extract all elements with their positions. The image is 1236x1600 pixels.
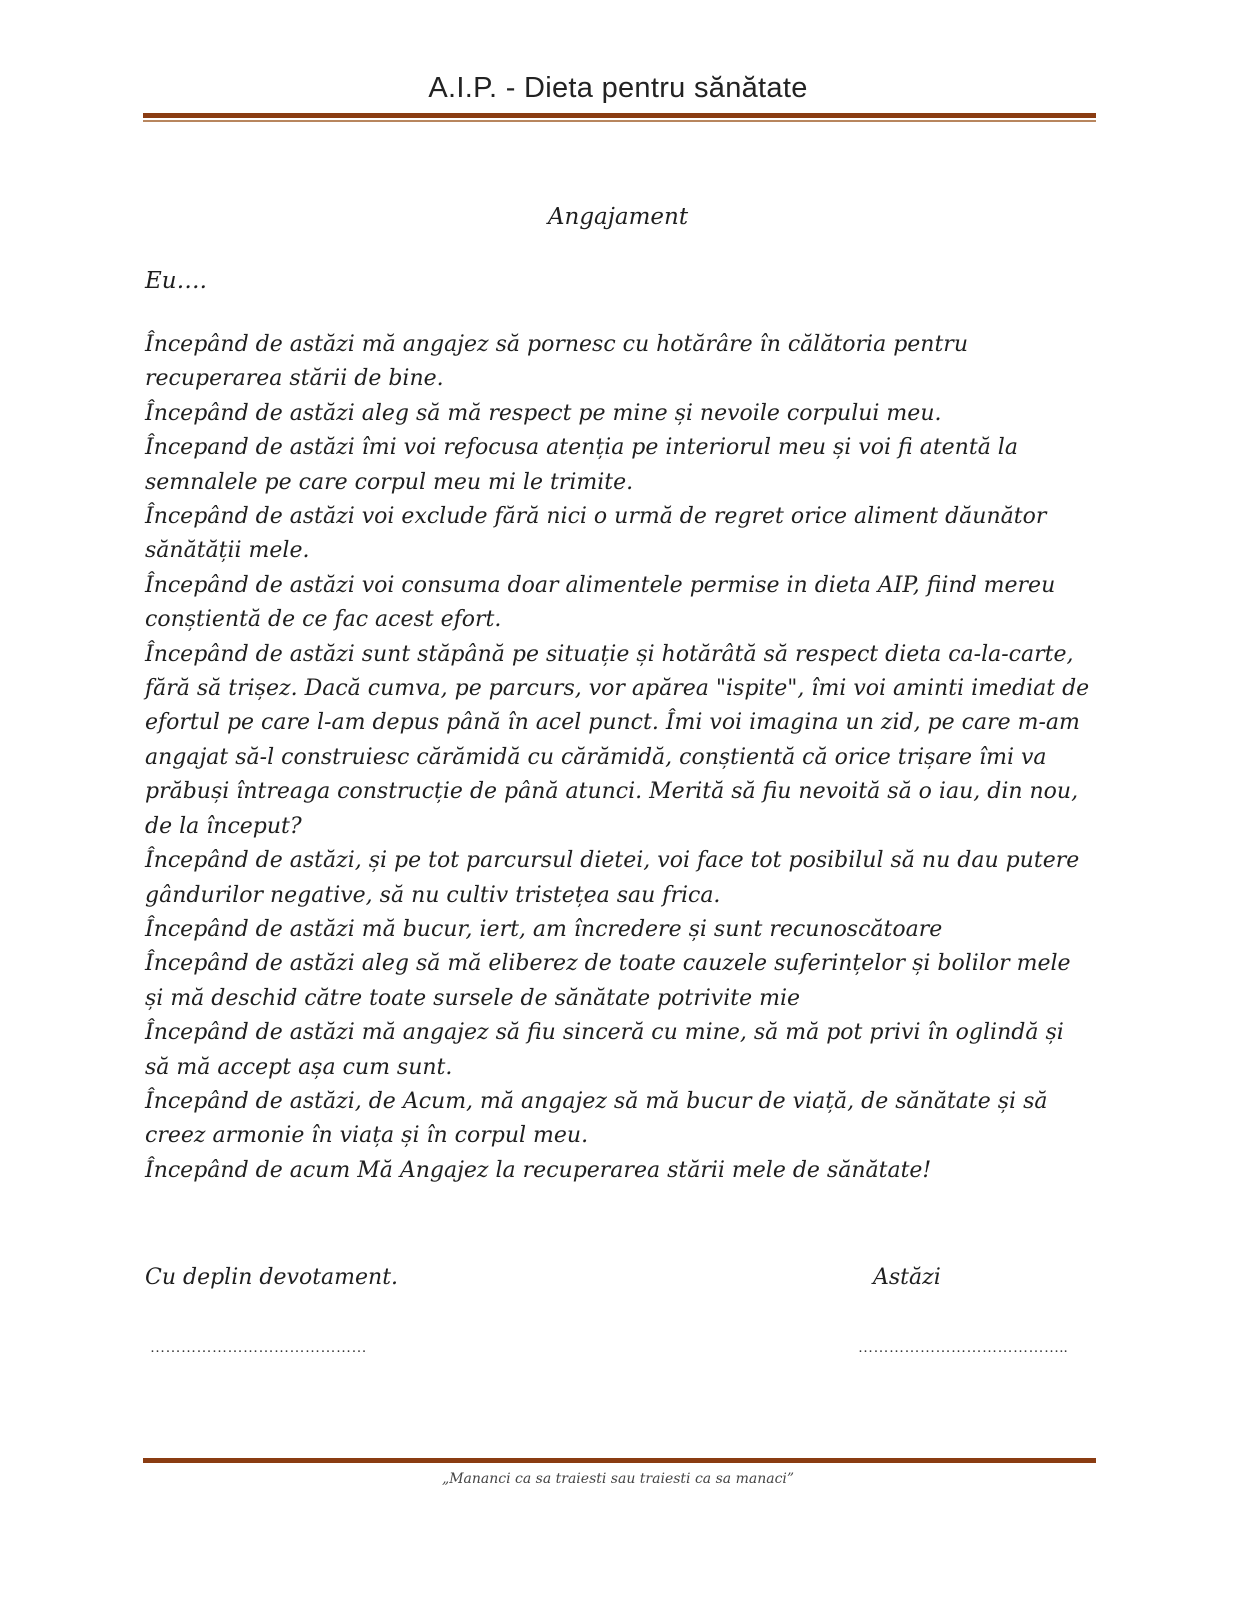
paragraph-9: Începând de astăzi aleg să mă eliberez de toate cauzele suferințelor și bolilor mele și mă deschid către toate sursele de sănătate potrivite mie — [145, 951, 1071, 1011]
page-header-title: A.I.P. - Dieta pentru sănătate — [428, 72, 808, 104]
commitment-body — [145, 328, 1095, 1188]
closing-signature-label: Cu deplin devotament. — [145, 1265, 399, 1290]
paragraph-2: Începând de astăzi aleg să mă respect pe mine și nevoile corpului meu. — [145, 400, 942, 426]
closing-date-label: Astăzi — [873, 1265, 941, 1290]
paragraph-5: Începând de astăzi voi consuma doar alimentele permise in dieta AIP, fiind mereu conștientă de ce fac acest efort. — [145, 572, 1056, 633]
paragraph-7: Începând de astăzi, și pe tot parcursul dietei, voi face tot posibilul să nu dau putere gândurilor negative, să nu cultiv tristețea sau frica. — [145, 848, 1080, 908]
paragraph-6: Începând de astăzi sunt stăpână pe situație și hotărâtă să respect dieta ca-la-carte, fără să trișez. Dacă cumva, pe parcurs, vor apărea "ispite", îmi voi aminti imediat de efortul pe care l-am depus până în acel punct. Îmi voi imagina un zid, pe care m-am angajat să-l construiesc cărămidă cu cărămidă, conștientă că orice trișare îmi va prăbuși întreaga construcție de până atunci. Merită să fiu nevoită să o iau, din nou, de la început? — [145, 641, 1090, 839]
salutation: Eu…. — [145, 268, 207, 294]
header-divider-thin — [143, 120, 1096, 122]
signature-line: …………………………………… — [150, 1340, 367, 1356]
paragraph-3: Începand de astăzi îmi voi refocusa atenția pe interiorul meu și voi fi atentă la semnalele pe care corpul meu mi le trimite. — [145, 435, 1018, 495]
paragraph-10: Începând de astăzi mă angajez să fiu sinceră cu mine, să mă pot privi în oglindă și să mă accept așa cum sunt. — [145, 1020, 1064, 1080]
document-heading: Angajament — [547, 204, 689, 230]
footer-quote: „Mananci ca sa traiesti sau traiesti ca sa manaci” — [441, 1471, 795, 1487]
footer-divider — [143, 1458, 1096, 1463]
header-divider-thick — [143, 113, 1096, 118]
paragraph-8: Începând de astăzi mă bucur, iert, am încredere și sunt recunoscătoare — [145, 916, 943, 942]
paragraph-12: Începând de acum Mă Angajez la recuperarea stării mele de sănătate! — [145, 1157, 932, 1183]
paragraph-1: Începând de astăzi mă angajez să pornesc cu hotărâre în călătoria pentru recuperarea stării de bine. — [145, 332, 968, 392]
date-line: ………………………………….. — [858, 1340, 1068, 1356]
paragraph-11: Începând de astăzi, de Acum, mă angajez să mă bucur de viață, de sănătate și să creez armonie în viața și în corpul meu. — [145, 1088, 1048, 1149]
header-divider — [143, 113, 1096, 122]
footer-divider-thick — [143, 1458, 1096, 1463]
paragraph-4: Începând de astăzi voi exclude fără nici o urmă de regret orice aliment dăunător sănătății mele. — [145, 504, 1047, 564]
